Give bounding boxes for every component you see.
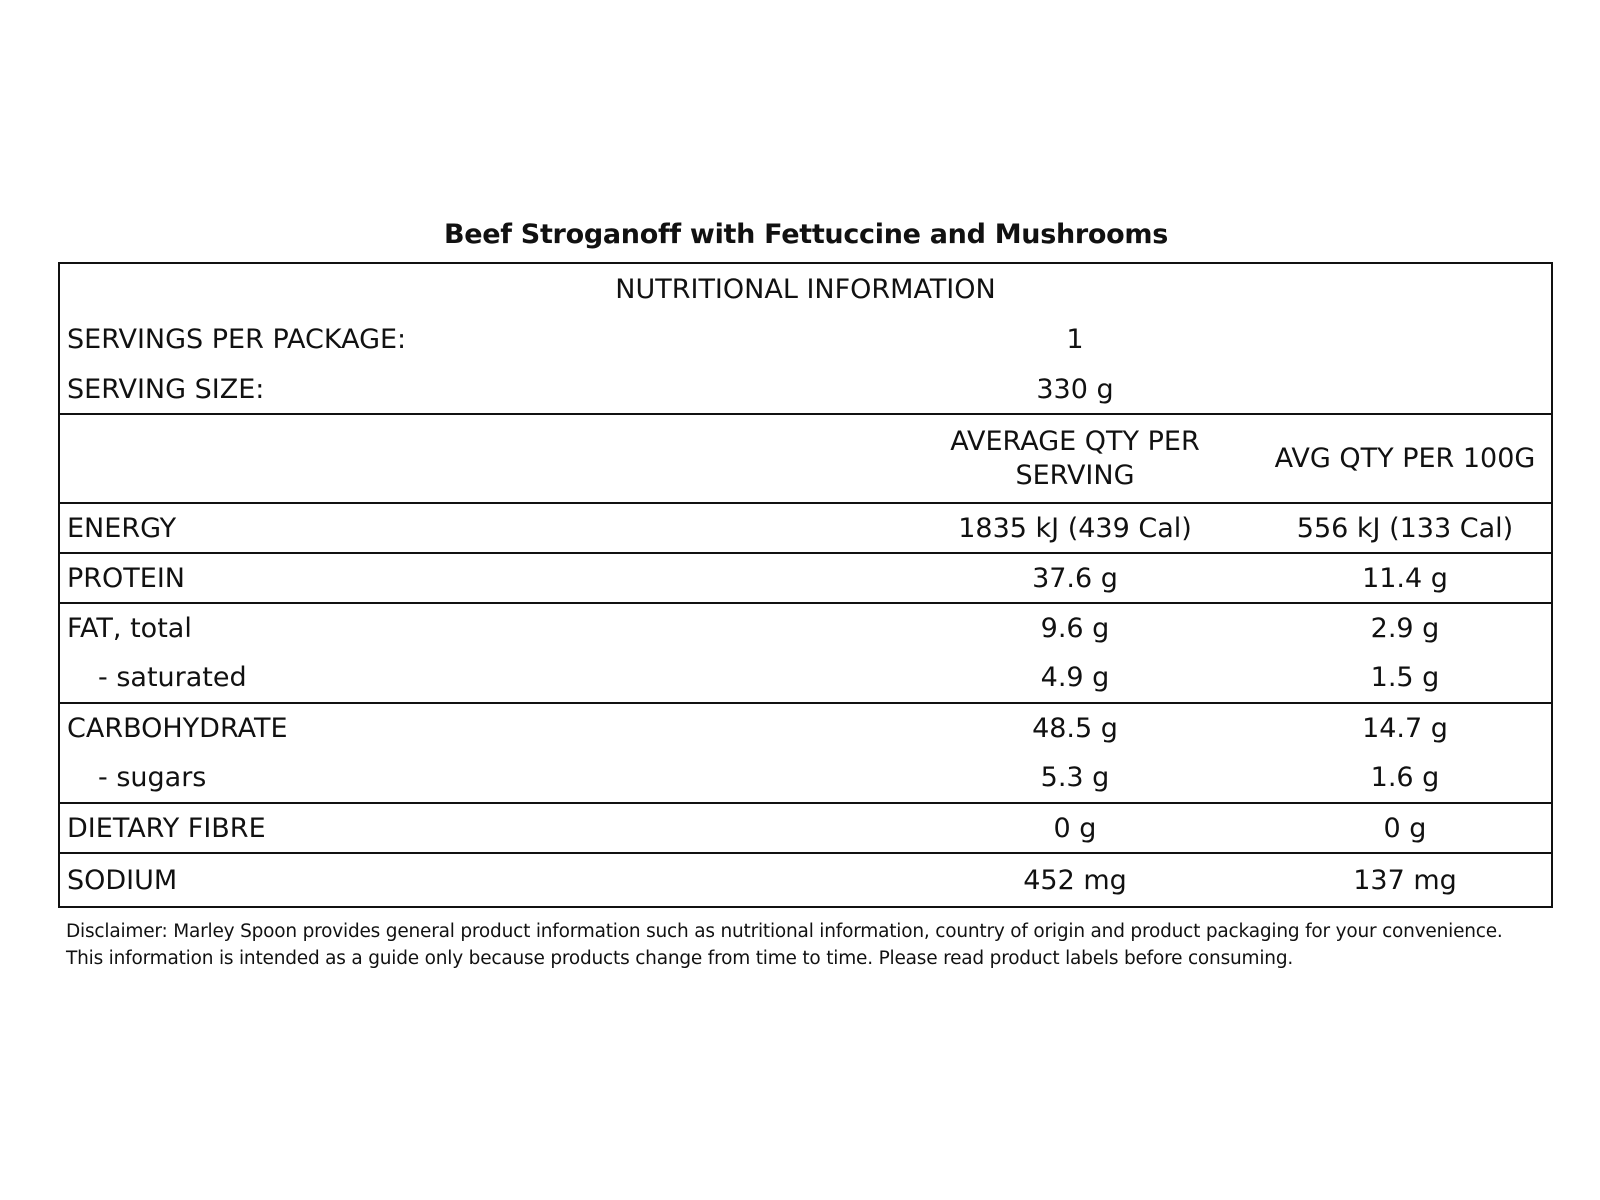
- nutrient-row-protein: [60, 554, 1551, 602]
- column-header-row: [60, 415, 1551, 502]
- nutrient-row-energy: [60, 504, 1551, 552]
- servings-per-package-label: SERVINGS PER PACKAGE:: [67, 323, 407, 355]
- panel-heading: NUTRITIONAL INFORMATION: [615, 273, 996, 305]
- nutrient-per-serving: 5.3 g: [1040, 762, 1110, 793]
- nutrient-row-fat-total: [60, 604, 1551, 653]
- nutrient-per-serving: 452 mg: [1023, 864, 1127, 896]
- nutrient-per-100g: 2.9 g: [1370, 613, 1440, 644]
- nutrient-per-100g: 14.7 g: [1362, 713, 1448, 744]
- nutrient-per-serving: 1835 kJ (439 Cal): [958, 512, 1192, 544]
- nutrient-label: ENERGY: [67, 512, 177, 544]
- panel-heading-row: [60, 264, 1551, 314]
- nutrient-per-serving: 48.5 g: [1032, 713, 1118, 744]
- nutrient-per-100g: 11.4 g: [1362, 562, 1448, 594]
- nutrient-row-dietary-fibre: [60, 804, 1551, 852]
- nutrient-per-serving: 4.9 g: [1040, 662, 1110, 693]
- nutrient-per-100g: 1.6 g: [1370, 762, 1440, 793]
- nutrient-label: CARBOHYDRATE: [67, 713, 288, 744]
- nutrient-label: - sugars: [98, 762, 207, 793]
- servings-per-package-value: 1: [1066, 323, 1084, 355]
- nutrient-label: DIETARY FIBRE: [67, 812, 266, 844]
- servings-per-package-row: [60, 314, 1551, 364]
- serving-size-value: 330 g: [1036, 373, 1114, 405]
- nutrition-panel: [58, 262, 1553, 908]
- nutrient-per-100g: 1.5 g: [1370, 662, 1440, 693]
- nutrient-per-100g: 556 kJ (133 Cal): [1296, 512, 1514, 544]
- disclaimer-line-1: Disclaimer: Marley Spoon provides general product information such as nutritional information, country of origin and product packaging for your convenience.: [66, 921, 1503, 942]
- nutrient-label: FAT, total: [67, 613, 192, 644]
- disclaimer-line-2: This information is intended as a guide only because products change from time to time. Please read product labels before consuming.: [66, 948, 1294, 969]
- column-header-per-100g: AVG QTY PER 100G: [1274, 443, 1536, 474]
- nutrient-label: - saturated: [98, 662, 247, 693]
- product-title: Beef Stroganoff with Fettuccine and Mushrooms: [443, 219, 1169, 250]
- nutrient-row-sugars: [60, 753, 1551, 802]
- column-header-per-serving-line1: AVERAGE QTY PER: [950, 425, 1200, 457]
- nutrient-row-carbohydrate: [60, 704, 1551, 753]
- column-header-per-serving-line2: SERVING: [1015, 459, 1135, 491]
- serving-size-label: SERVING SIZE:: [67, 373, 265, 405]
- nutrient-row-sodium: [60, 854, 1551, 906]
- nutrient-label: SODIUM: [67, 864, 178, 896]
- nutrient-row-saturated: [60, 653, 1551, 702]
- nutrient-per-100g: 137 mg: [1353, 864, 1457, 896]
- nutrient-per-serving: 37.6 g: [1032, 562, 1118, 594]
- nutrient-per-100g: 0 g: [1383, 812, 1427, 844]
- disclaimer: [66, 918, 1566, 972]
- serving-size-row: [60, 364, 1551, 414]
- column-header-per-serving: [895, 415, 1255, 502]
- nutrient-per-serving: 0 g: [1053, 812, 1097, 844]
- nutrient-label: PROTEIN: [67, 562, 186, 594]
- nutrient-per-serving: 9.6 g: [1040, 613, 1110, 644]
